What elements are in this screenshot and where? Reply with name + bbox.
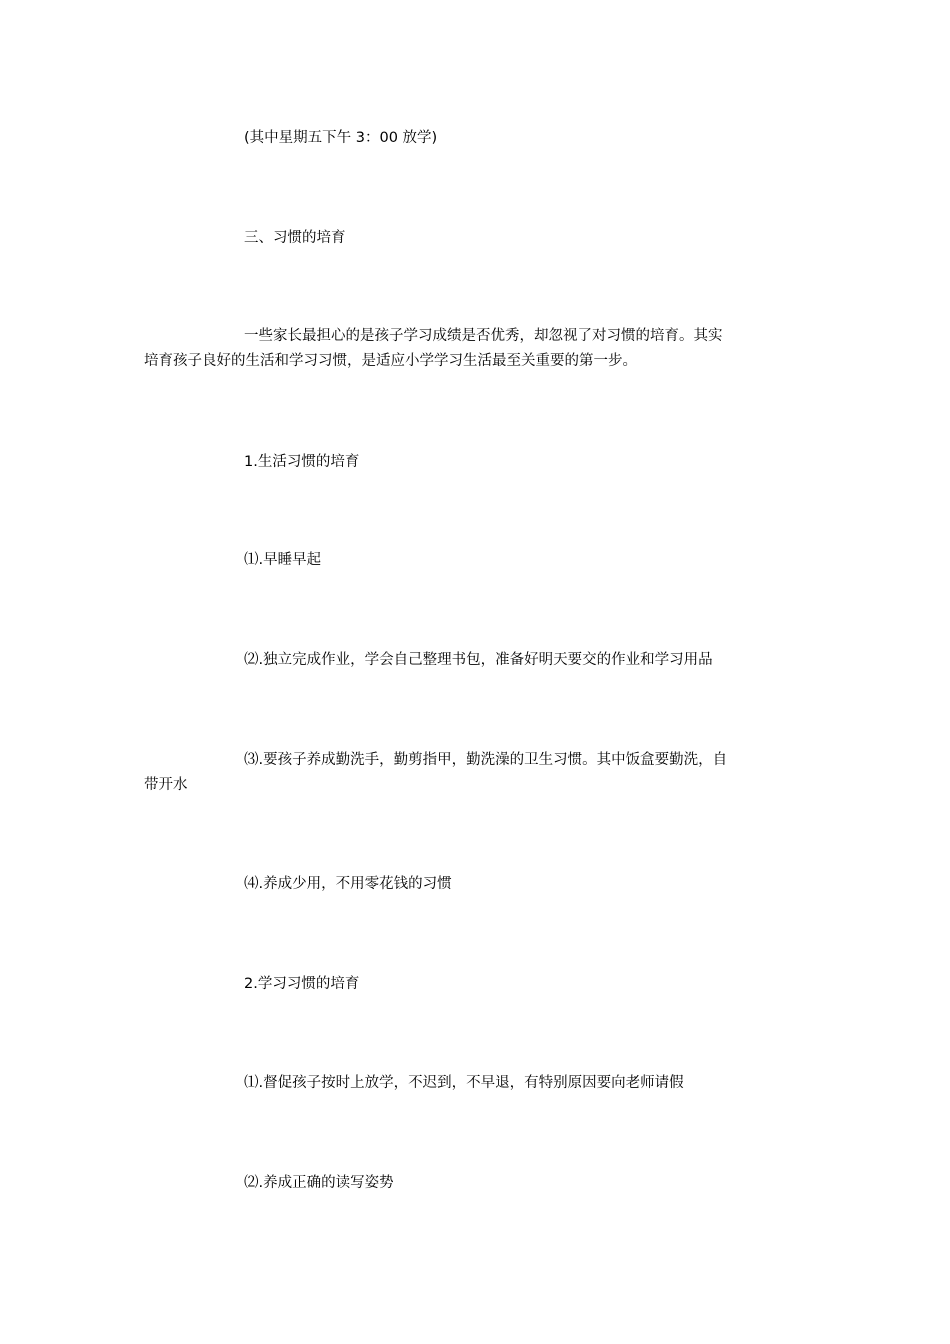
subheading-life-habits [144, 450, 808, 475]
section-heading-habits [144, 226, 808, 251]
text-line: 1.生活习惯的培育 [244, 454, 360, 470]
list-item-posture [144, 1171, 808, 1196]
text-line: 培育孩子良好的生活和学习习惯，是适应小学学习生活最至关重要的第一步。 [144, 353, 637, 369]
list-item-sleep-early [144, 548, 808, 573]
text-line: ⑷.养成少用，不用零花钱的习惯 [244, 876, 452, 892]
text-line: 三、习惯的培育 [244, 230, 346, 246]
text-line: (其中星期五下午 3：00 放学) [244, 130, 438, 146]
list-item-homework [144, 648, 808, 673]
text-line: ⑵.独立完成作业，学会自己整理书包，准备好明天要交的作业和学习用品 [244, 652, 713, 668]
text-line: 一些家长最担心的是孩子学习成绩是否优秀，却忽视了对习惯的培育。其实 [244, 328, 723, 344]
list-item-hygiene [144, 748, 808, 798]
text-line: ⑴.督促孩子按时上放学，不迟到，不早退，有特别原因要向老师请假 [244, 1075, 684, 1091]
list-item-pocket-money [144, 872, 808, 897]
text-line: 2.学习习惯的培育 [244, 976, 360, 992]
paragraph-intro [144, 324, 808, 374]
text-line: 带开水 [144, 777, 188, 793]
text-line: ⑵.养成正确的读写姿势 [244, 1175, 394, 1191]
text-line: ⑶.要孩子养成勤洗手，勤剪指甲，勤洗澡的卫生习惯。其中饭盒要勤洗，自 [244, 752, 728, 768]
text-line: ⑴.早睡早起 [244, 552, 322, 568]
list-item-punctuality [144, 1071, 808, 1096]
paragraph-dismissal-time [144, 126, 808, 151]
subheading-study-habits [144, 972, 808, 997]
